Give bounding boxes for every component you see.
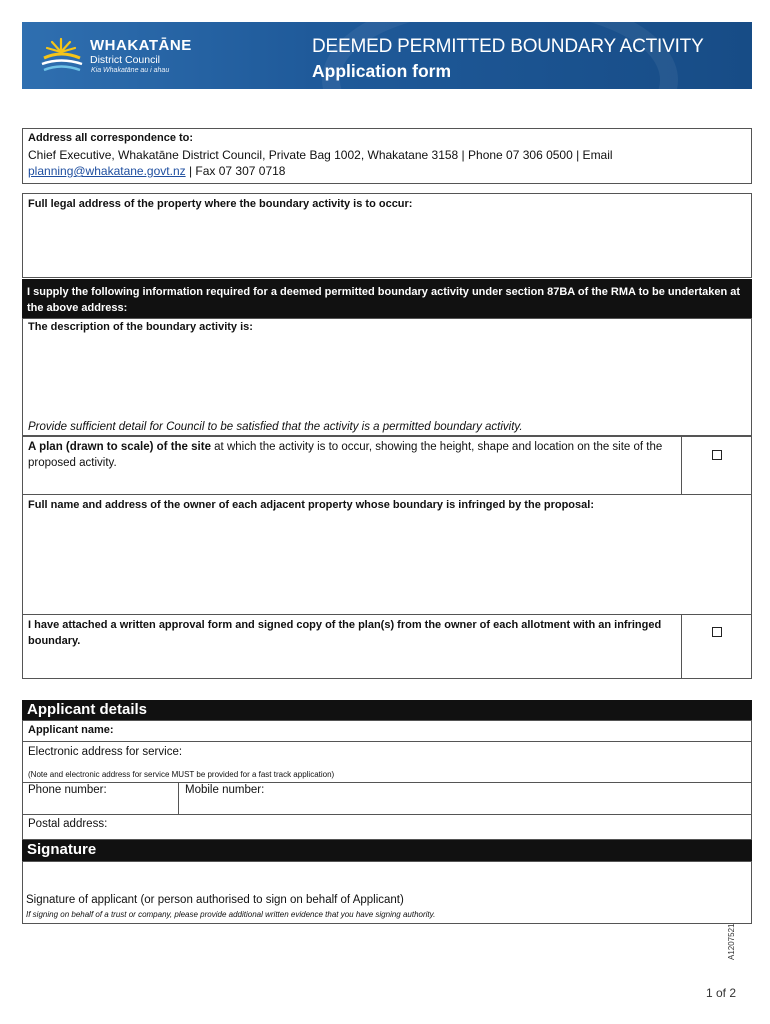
- owners-field[interactable]: [27, 517, 747, 609]
- owners-box: [22, 494, 752, 615]
- correspondence-line: Chief Executive, Whakatāne District Council, Private Bag 1002, Whakatane 3158 | Phone 07 306 0500 | Email: [28, 148, 613, 162]
- plan-text: [28, 439, 678, 471]
- postal-row[interactable]: [22, 814, 752, 840]
- logo-subtitle: District Council: [90, 54, 161, 66]
- applicant-heading: Applicant details: [27, 701, 148, 718]
- correspondence-box: [22, 128, 752, 184]
- form-subtitle: Application form: [312, 61, 452, 81]
- description-box: [22, 318, 752, 436]
- document-code: A1207521: [727, 923, 736, 960]
- electronic-address-row[interactable]: [22, 741, 752, 783]
- attached-row: [22, 614, 752, 679]
- applicant-name-label: Applicant name:: [28, 724, 114, 736]
- attached-text: I have attached a written approval form and signed copy of the plan(s) from the owner of each allotment with an infringed boundary.: [28, 619, 662, 647]
- phone-row[interactable]: [22, 782, 179, 815]
- correspondence-label: Address all correspondence to:: [28, 132, 194, 144]
- owners-label: Full name and address of the owner of each adjacent property whose boundary is infringed by the proposal:: [28, 499, 594, 511]
- applicant-heading-bar: [22, 700, 752, 720]
- signature-heading: Signature: [27, 841, 97, 858]
- signature-heading-bar: [22, 840, 752, 861]
- electronic-address-note: (Note and electronic address for service MUST be provided for a fast track application): [28, 770, 335, 779]
- supply-banner-text: I supply the following information required for a deemed permitted boundary activity under section 87BA of the RMA to be undertaken at the above address:: [27, 286, 741, 314]
- plan-rest-text: at which the activity is to occur, showing the height, shape and location on the site of the proposed activity.: [28, 441, 663, 469]
- applicant-name-row[interactable]: [22, 720, 752, 742]
- electronic-address-label: Electronic address for service:: [28, 746, 183, 758]
- plan-bold-text: A plan (drawn to scale) of the site: [28, 441, 211, 453]
- mobile-label: Mobile number:: [185, 784, 265, 796]
- email-link[interactable]: planning@whakatane.govt.nz: [28, 164, 186, 178]
- attached-checkbox[interactable]: [712, 627, 722, 637]
- correspondence-address: [28, 147, 748, 179]
- signature-box[interactable]: [22, 861, 752, 924]
- fax-text: | Fax 07 307 0718: [185, 164, 286, 178]
- property-address-box: [22, 193, 752, 278]
- mobile-row[interactable]: [178, 782, 752, 815]
- plan-checkbox[interactable]: [712, 450, 722, 460]
- logo-tagline: Kia Whakatāne au i ahau: [91, 67, 170, 74]
- postal-label: Postal address:: [28, 818, 108, 830]
- supply-banner: [22, 279, 752, 318]
- signature-note: If signing on behalf of a trust or company, please provide additional written evidence that you have signing authority.: [26, 910, 436, 919]
- phone-label: Phone number:: [28, 784, 107, 796]
- description-field[interactable]: [27, 337, 747, 417]
- logo-name: WHAKATĀNE: [90, 37, 192, 54]
- signature-label: Signature of applicant (or person authorised to sign on behalf of Applicant): [26, 894, 404, 906]
- description-hint: Provide sufficient detail for Council to be satisfied that the activity is a permitted boundary activity.: [28, 421, 523, 433]
- page-number: 1 of 2: [706, 986, 737, 1000]
- form-title: DEEMED PERMITTED BOUNDARY ACTIVITY: [312, 36, 704, 57]
- property-address-field[interactable]: [27, 216, 747, 272]
- property-address-label: Full legal address of the property where the boundary activity is to occur:: [28, 198, 413, 210]
- plan-row: [22, 436, 752, 495]
- description-label: The description of the boundary activity is:: [28, 321, 253, 333]
